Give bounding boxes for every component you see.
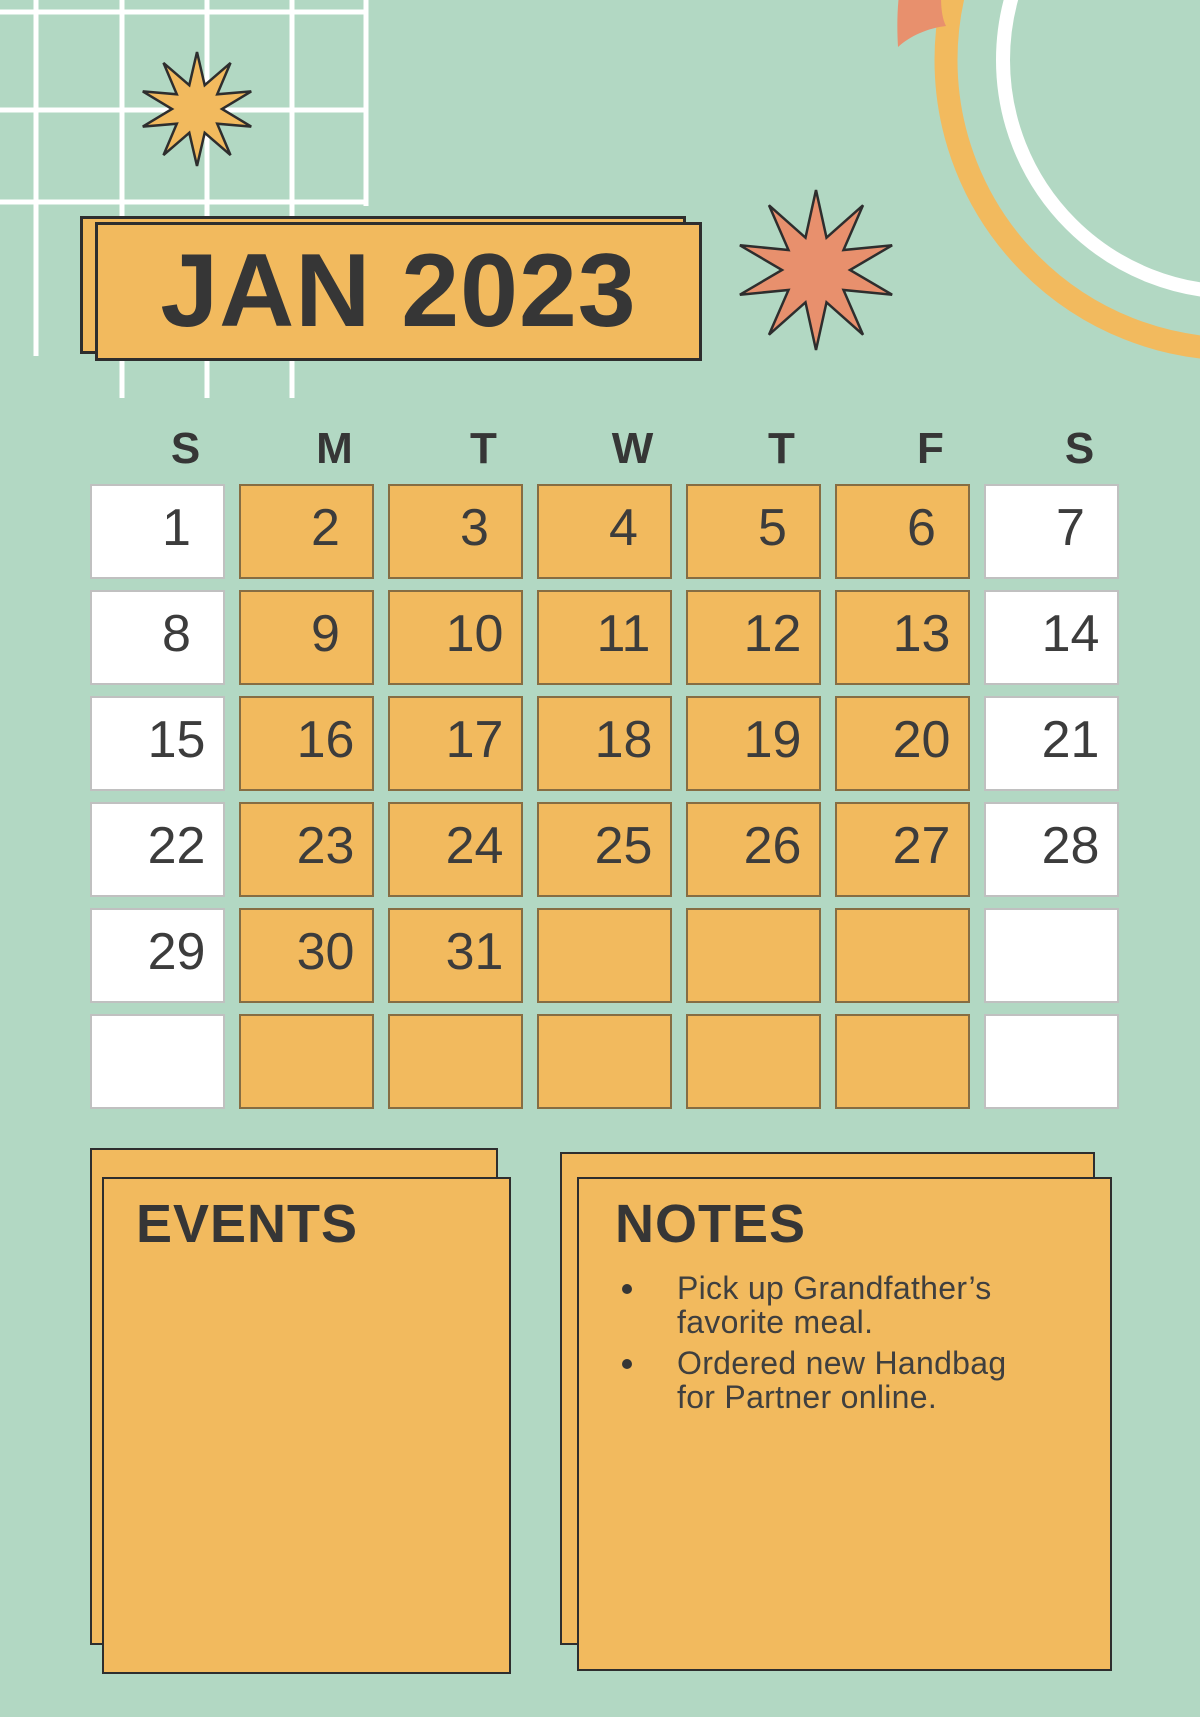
- calendar-cell: [239, 696, 374, 791]
- day-header: M: [316, 424, 353, 473]
- calendar-cell: [239, 802, 374, 897]
- calendar-cell: [388, 908, 523, 1003]
- calendar-cell-day: 28: [1041, 816, 1100, 875]
- calendar-cell: [984, 802, 1119, 897]
- calendar-cell-day: 2: [311, 498, 340, 557]
- calendar-cell: [686, 802, 821, 897]
- calendar-cell-day: 9: [311, 604, 340, 663]
- bullet-icon: [622, 1359, 632, 1369]
- calendar-cell-day: 18: [594, 710, 653, 769]
- calendar-cell: [239, 908, 374, 1003]
- calendar-cell-day: 11: [596, 604, 651, 663]
- calendar-cell: [388, 484, 523, 579]
- notes-panel: [577, 1177, 1112, 1671]
- calendar-cell: [835, 484, 970, 579]
- day-header: F: [917, 424, 944, 473]
- notes-title: NOTES: [615, 1194, 807, 1254]
- calendar-cell: [686, 590, 821, 685]
- calendar-cell-day: 22: [147, 816, 206, 875]
- calendar-cell-day: 31: [445, 922, 504, 981]
- list-item: [622, 1271, 1092, 1339]
- calendar-cell: [239, 590, 374, 685]
- calendar-cell-day: 10: [445, 604, 504, 663]
- calendar-cell: [984, 908, 1119, 1003]
- calendar-cell: [537, 802, 672, 897]
- salmon-star-icon: [740, 190, 892, 350]
- calendar-cell-day: 26: [743, 816, 802, 875]
- calendar-cell-day: 23: [296, 816, 355, 875]
- calendar-cell-day: 7: [1056, 498, 1085, 557]
- day-header: S: [170, 424, 201, 473]
- calendar-cell-day: 20: [892, 710, 951, 769]
- note-line: favorite meal.: [677, 1304, 874, 1340]
- note-line: Pick up Grandfather’s: [677, 1270, 992, 1306]
- calendar-cell: [388, 802, 523, 897]
- notes-list: [622, 1271, 1092, 1421]
- calendar-cell: [835, 802, 970, 897]
- day-header: S: [1064, 424, 1095, 473]
- calendar-cell: [835, 908, 970, 1003]
- calendar-cell-day: 13: [892, 604, 951, 663]
- list-item: [622, 1346, 1092, 1414]
- calendar-cell-day: 12: [743, 604, 802, 663]
- calendar-cell-day: 5: [758, 498, 787, 557]
- calendar-cell-day: 16: [296, 710, 355, 769]
- calendar-cell-day: 29: [147, 922, 206, 981]
- page-title: JAN 2023: [160, 233, 637, 349]
- calendar-cell: [90, 1014, 225, 1109]
- calendar-cell-day: 30: [296, 922, 355, 981]
- title-banner: [95, 222, 702, 361]
- calendar-cell-day: 3: [460, 498, 489, 557]
- calendar-cell: [686, 1014, 821, 1109]
- calendar-cell-day: 8: [162, 604, 191, 663]
- calendar-cell-day: 24: [445, 816, 504, 875]
- calendar-cell: [984, 484, 1119, 579]
- calendar-cell: [835, 1014, 970, 1109]
- calendar-cell: [686, 484, 821, 579]
- events-panel: [102, 1177, 511, 1674]
- calendar-cell: [239, 1014, 374, 1109]
- day-header: T: [768, 424, 795, 473]
- calendar-cell: [984, 1014, 1119, 1109]
- calendar-cell-day: 17: [445, 710, 504, 769]
- day-header: T: [470, 424, 497, 473]
- bullet-icon: [622, 1284, 632, 1294]
- calendar-cell: [537, 1014, 672, 1109]
- calendar-cell: [835, 696, 970, 791]
- note-line: for Partner online.: [677, 1379, 938, 1415]
- calendar-cell: [537, 484, 672, 579]
- white-ring-icon: [1003, 0, 1200, 292]
- calendar-cell: [90, 696, 225, 791]
- calendar-cell: [537, 696, 672, 791]
- calendar-cell-day: 25: [594, 816, 653, 875]
- calendar-cell-day: 1: [162, 498, 191, 557]
- calendar-cell: [984, 590, 1119, 685]
- calendar-cell-day: 6: [907, 498, 936, 557]
- calendar-cell-day: 15: [147, 710, 206, 769]
- calendar-grid: [90, 484, 1119, 1109]
- calendar-cell: [388, 696, 523, 791]
- calendar-cell: [90, 908, 225, 1003]
- calendar-cell-day: 14: [1041, 604, 1100, 663]
- calendar-day-headers: [90, 424, 1119, 474]
- calendar-cell-day: 21: [1041, 710, 1100, 769]
- calendar-cell: [90, 484, 225, 579]
- calendar-cell: [388, 1014, 523, 1109]
- day-header: W: [611, 424, 654, 473]
- calendar-cell: [686, 696, 821, 791]
- calendar-cell: [537, 590, 672, 685]
- calendar-cell: [984, 696, 1119, 791]
- calendar-cell-day: 27: [892, 816, 951, 875]
- calendar-cell: [835, 590, 970, 685]
- calendar-cell-day: 19: [743, 710, 802, 769]
- calendar-cell: [388, 590, 523, 685]
- note-line: Ordered new Handbag: [677, 1345, 1007, 1381]
- calendar-cell: [537, 908, 672, 1003]
- yellow-ring-icon: [946, 0, 1200, 349]
- calendar-cell: [90, 590, 225, 685]
- events-title: EVENTS: [136, 1194, 359, 1254]
- calendar-cell: [90, 802, 225, 897]
- calendar-cell: [239, 484, 374, 579]
- calendar-cell-day: 4: [609, 498, 638, 557]
- calendar-cell: [686, 908, 821, 1003]
